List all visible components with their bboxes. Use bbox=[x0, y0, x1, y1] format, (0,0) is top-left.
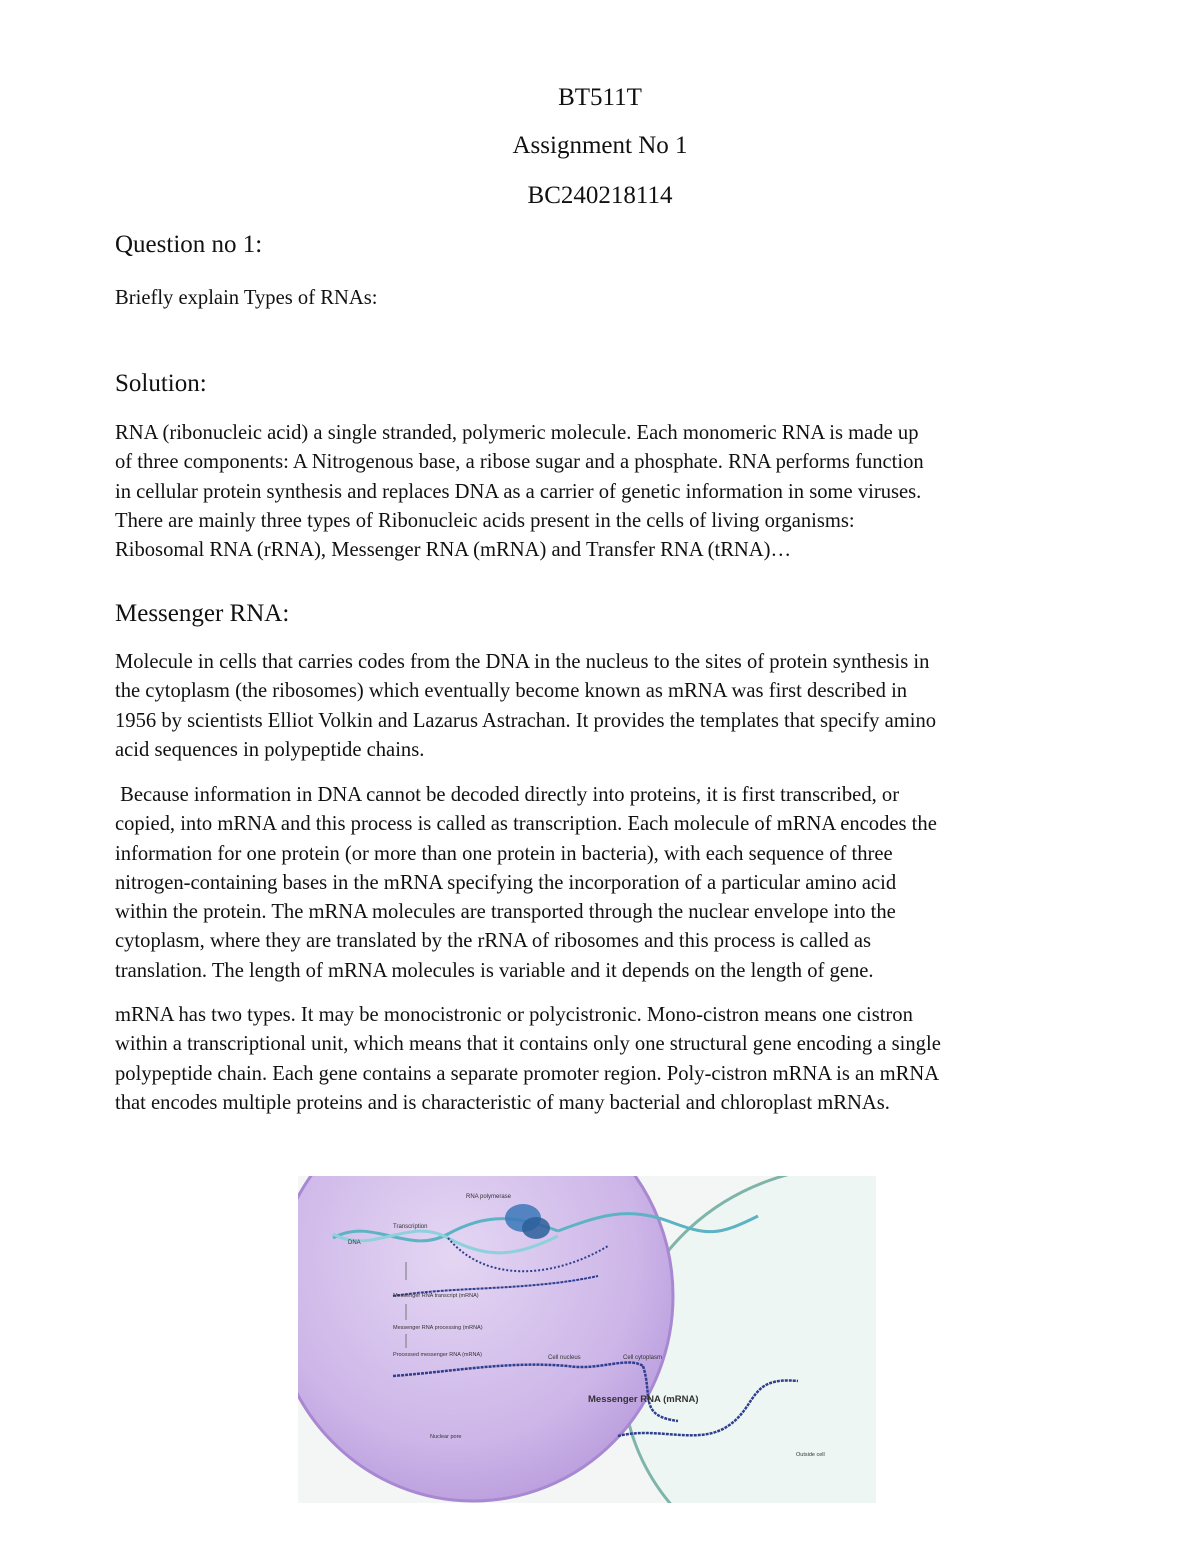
text-line: nitrogen-containing bases in the mRNA specifying the incorporation of a particular amino acid bbox=[115, 871, 897, 894]
mrna-paragraph-2 bbox=[115, 781, 1075, 986]
mrna-figure bbox=[298, 1176, 876, 1503]
assignment-title: Assignment No 1 bbox=[512, 132, 688, 159]
question-text: Briefly explain Types of RNAs: bbox=[115, 287, 378, 309]
label-processed-mrna: Processed messenger RNA (mRNA) bbox=[393, 1352, 482, 1358]
text-line: Molecule in cells that carries codes from the DNA in the nucleus to the sites of protein synthesis in bbox=[115, 651, 930, 673]
label-dna: DNA bbox=[348, 1240, 361, 1246]
rna-polymerase-subunit bbox=[522, 1217, 550, 1239]
label-cell-nucleus: Cell nucleus bbox=[548, 1355, 581, 1361]
text-line: Ribosomal RNA (rRNA), Messenger RNA (mRNA) and Transfer RNA (tRNA)… bbox=[115, 539, 792, 562]
mrna-paragraph-3 bbox=[115, 1001, 1075, 1118]
mrna-paragraph-1 bbox=[115, 648, 1075, 765]
text-line: 1956 by scientists Elliot Volkin and Lazarus Astrachan. It provides the templates that specify amino bbox=[115, 709, 937, 732]
text-line: information for one protein (or more than one protein in bacteria), with each sequence of three bbox=[115, 842, 893, 865]
label-mrna-processing: Messenger RNA processing (mRNA) bbox=[393, 1325, 483, 1331]
text-line: within a transcriptional unit, which means that it contains only one structural gene encoding a single bbox=[115, 1033, 941, 1056]
text-line: RNA (ribonucleic acid) a single stranded, polymeric molecule. Each monomeric RNA is made up bbox=[115, 422, 919, 444]
text-line: polypeptide chain. Each gene contains a separate promoter region. Poly-cistron mRNA is an mRNA bbox=[115, 1062, 940, 1085]
solution-paragraph bbox=[115, 419, 1075, 565]
text-line: that encodes multiple proteins and is characteristic of many bacterial and chloroplast mRNAs. bbox=[115, 1091, 890, 1114]
mrna-heading: Messenger RNA: bbox=[115, 600, 290, 627]
text-line: the cytoplasm (the ribosomes) which eventually become known as mRNA was first described in bbox=[115, 680, 908, 703]
label-outside-cell: Outside cell bbox=[796, 1452, 825, 1458]
solution-heading: Solution: bbox=[115, 370, 207, 397]
course-code: BT511T bbox=[558, 84, 642, 111]
question-heading: Question no 1: bbox=[115, 231, 263, 258]
text-line: mRNA has two types. It may be monocistronic or polycistronic. Mono-cistron means one cistron bbox=[115, 1004, 913, 1026]
label-cell-cytoplasm: Cell cytoplasm bbox=[623, 1355, 663, 1361]
label-mrna-transcript: Messenger RNA transcript (mRNA) bbox=[393, 1293, 479, 1299]
label-rna-polymerase: RNA polymerase bbox=[466, 1194, 512, 1200]
text-line: of three components: A Nitrogenous base, a ribose sugar and a phosphate. RNA performs function bbox=[115, 451, 924, 474]
text-line: translation. The length of mRNA molecules is variable and it depends on the length of gene. bbox=[115, 959, 874, 982]
label-nuclear-pore: Nuclear pore bbox=[430, 1434, 462, 1440]
label-messenger-rna: Messenger RNA (mRNA) bbox=[588, 1394, 699, 1405]
text-line: copied, into mRNA and this process is called as transcription. Each molecule of mRNA encodes the bbox=[115, 813, 937, 836]
text-line: There are mainly three types of Ribonucleic acids present in the cells of living organisms: bbox=[115, 509, 855, 532]
text-line: acid sequences in polypeptide chains. bbox=[115, 738, 425, 761]
mrna-illustration bbox=[298, 1176, 876, 1503]
text-line: cytoplasm, where they are translated by the rRNA of ribosomes and this process is called as bbox=[115, 930, 872, 953]
label-transcription: Transcription bbox=[393, 1224, 428, 1230]
student-id: BC240218114 bbox=[527, 182, 673, 209]
text-line: Because information in DNA cannot be decoded directly into proteins, it is first transcribed, or bbox=[115, 784, 900, 806]
text-line: in cellular protein synthesis and replaces DNA as a carrier of genetic information in some viruses. bbox=[115, 480, 922, 503]
text-line: within the protein. The mRNA molecules are transported through the nuclear envelope into the bbox=[115, 901, 896, 924]
